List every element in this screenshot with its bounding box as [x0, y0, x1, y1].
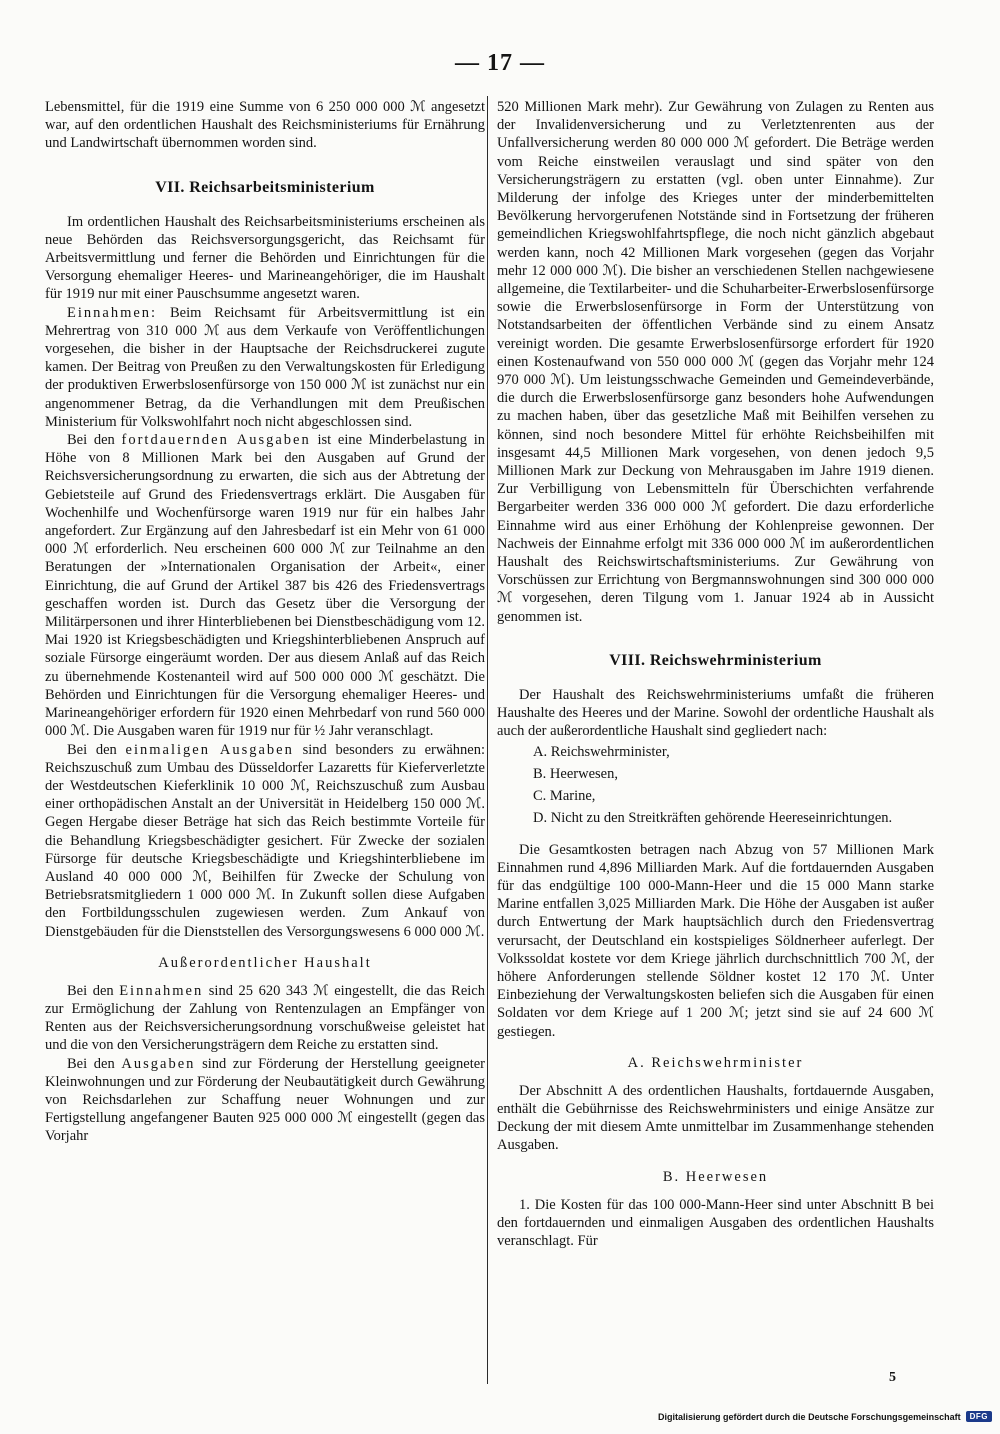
label-einnahmen: Einnahmen: — [67, 304, 158, 321]
label-fortdauernde-ausgaben: fortdauernden Ausgaben — [121, 432, 311, 449]
paragraph-ao-ausgaben-text: sind zur Förderung der Herstellung geeigneter Kleinwohnungen und zur Förderung der Neubautätigkeit durch Gewährung von Reichsdarlehen zur Schaffung neuer Wohnungen und zur Fertigstellung angefangener Bauten 925 000 000 ℳ eingestellt (gegen das Vorjahr — [45, 1055, 486, 1145]
budget-sections-list — [497, 741, 934, 829]
paragraph-reichswehr-intro: Der Haushalt des Reichswehrministeriums umfaßt die früheren Haushalte des Heeres und der Marine. Sowohl der ordentliche Haushalt als auch der außerordentliche Haushalt sind gegliedert nach: — [497, 686, 934, 740]
subheading-reichswehrminister: A. Reichswehrminister — [627, 1054, 804, 1071]
left-column — [45, 98, 485, 1146]
dfg-logo-icon: DFG — [966, 1411, 992, 1422]
paragraph-abschnitt-a: Der Abschnitt A des ordentlichen Haushalts, fortdauernde Ausgaben, enthält die Gebührnisse des Reichswehrministers und einige Ansätze zur Deckung der mit diesem Amte unmittelbar im Zusammenhange stehenden Ausgaben. — [497, 1082, 934, 1154]
paragraph-prefix: Bei den — [67, 432, 122, 449]
paragraph-einnahmen — [45, 304, 485, 431]
paragraph-prefix: Bei den — [67, 982, 120, 999]
paragraph-einnahmen-text: Beim Reichsamt für Arbeitsvermittlung ist ein Mehrertrag von 310 000 ℳ aus dem Verkaufe von Veröffentlichungen vorgesehen, die bisher in der Hauptsache der Reichsdruckerei zugute kamen. Der Beitrag von Preußen zu den Verwaltungskosten für Erledigung der produktiven Erwerbslosenfürsorge von 150 000 ℳ ist zunächst nur ein angenommener Betrag, da die Verhandlungen mit dem Preußischen Ministerium für Volkswohlfahrt noch nicht abgeschlossen sind. — [45, 304, 485, 430]
list-item: C. Marine, — [533, 787, 596, 804]
label-ao-einnahmen: Einnahmen — [119, 982, 204, 999]
paragraph-prefix: Bei den — [67, 741, 126, 758]
paragraph-intro: Lebensmittel, für die 1919 eine Summe von 6 250 000 000 ℳ angesetzt war, auf den ordentlichen Haushalt des Reichsministeriums für Ernährung und Landwirtschaft übernommen worden sind. — [45, 99, 485, 152]
digitization-footer — [658, 1411, 992, 1422]
paragraph-fortdauernde-text: ist eine Minderbelastung in Höhe von 8 Millionen Mark bei den Ausgaben auf Grund der Reichsversicherungsordnung zu erwarten, die sich aus der Abtretung der Gebietsteile auf Grund des Friedensvertrags erklärt. Die Ausgaben für Wochenhilfe und Wochenfürsorge waren 1919 nur für ein halbes Jahr angefordert. Zur Ergänzung auf den Jahresbedarf ist ein Mehr von 61 000 000 ℳ erforderlich. Neu erscheinen 600 000 ℳ zur Teilnahme an den Beratungen der »Internationalen Organisation der Arbeit«, einer Einrichtung, die auf Grund der Artikel 387 bis 426 des Friedensvertrags geschaffen worden ist. Durch das Gesetz über die Versorgung der Militärpersonen und ihrer Hinterbliebenen bei Dienstbeschädigung vom 12. Mai 1920 ist Kriegsbeschädigten und Kriegshinterbliebenen Anspruch auf soziale Fürsorge eingeräumt worden. Der aus diesem Anlaß auf das Reich zu übernehmende Kostenanteil wird auf 500 000 000 ℳ geschätzt. Die Behörden und Einrichtungen für die Versorgung ehemaliger Heeres- und Marineangehöriger erfordern für 1920 einen Mehrbedarf von rund 560 000 000 ℳ. Die Ausgaben waren für 1919 nur für ½ Jahr veranschlagt. — [45, 432, 486, 740]
page-number: — 17 — — [455, 50, 545, 76]
section-heading-vii: VII. Reichsarbeitsministerium — [155, 178, 375, 196]
footer-text: Digitalisierung gefördert durch die Deutsche Forschungsgemeinschaft — [658, 1411, 961, 1422]
subheading-ausserordentlicher-haushalt: Außerordentlicher Haushalt — [158, 954, 372, 971]
list-item: D. Nicht zu den Streitkräften gehörende Heereseinrichtungen. — [533, 809, 893, 826]
list-item: B. Heerwesen, — [533, 765, 618, 782]
paragraph-prefix: Bei den — [67, 1055, 122, 1072]
paragraph-ao-ausgaben — [45, 1055, 485, 1146]
list-item: A. Reichswehrminister, — [533, 743, 670, 760]
paragraph-heerwesen: 1. Die Kosten für das 100 000-Mann-Heer sind unter Abschnitt B bei den fortdauernden und einmaligen Ausgaben des ordentlichen Haushalts veranschlagt. Für — [497, 1196, 934, 1249]
column-divider — [487, 96, 488, 1384]
paragraph-continuation: 520 Millionen Mark mehr). Zur Gewährung von Zulagen zu Renten aus der Invalidenversicherung und zu Verletztenrenten aus der Unfallversicherung werden 80 000 000 ℳ gefordert. Die Beträge werden vom Reiche einstweilen verauslagt und sind später von den Versicherungsträgern zu erstatten (vgl. oben unter Einnahme). Zur Milderung der infolge des Krieges unter der minderbemittelten Bevölkerung hervorgerufenen Notstände sind in Fortsetzung der früheren gemeindlichen Kriegswohlfahrtspflege, die noch nicht gänzlich abgebaut werden kann, noch 42 Millionen Mark vorgesehen (gegen das Vorjahr mehr 12 000 000 ℳ). Die bisher an verschiedenen Stellen nachgewiesene allgemeine, die Textilarbeiter- und die Schuharbeiter-Erwerbslosenfürsorge sowie die Erwerbslosenfürsorge in Form der Unterstützung von Notstandsarbeiten der öffentlichen Verbände sind zu einem Ansatz vereinigt worden. Die gesamte Erwerbslosenfürsorge erfordert für 1920 einen Kostenaufwand von 550 000 000 ℳ (gegen das Vorjahr mehr 124 970 000 ℳ). Um leistungsschwache Gemeinden und Gemeindeverbände, die durch die Erwerbslosenfürsorge ganz besonders hohe Aufwendungen zu machen haben, über das gesetzliche Maß mit Beihilfen versehen zu können, sind noch besondere Mittel für erhöhte Reichsbeihilfen mit insgesamt 44,5 Millionen Mark vorgesehen, von denen jedoch 9,5 Millionen Mark zur Deckung von Mehrausgaben im Jahre 1919 dienen. Zur Verbilligung von Lebensmitteln für Überschichten verfahrende Bergarbeiter werden 336 000 000 ℳ gefordert. Die dazu erforderliche Einnahme wird aus einer Erhöhung der Kohlenpreise gewonnen. Der Nachweis der Einnahme erfolgt mit 336 000 000 ℳ im außerordentlichen Haushalt des Reichswirtschaftsministeriums. Zur Gewährung von Vorschüssen zur Errichtung von Bergmannswohnungen sind 300 000 000 ℳ vorgesehen, deren Tilgung vom 1. Januar 1924 ab in Aussicht genommen ist. — [497, 99, 934, 625]
section-heading-viii: VIII. Reichswehrministerium — [609, 651, 822, 669]
paragraph-einmalige-text: sind besonders zu erwähnen: Reichszuschuß zum Umbau des Düsseldorfer Lazaretts für Kieferverletzte der Westdeutschen Kieferklinik 10 000 ℳ, Reichszuschuß zum Ausbau einer orthopädischen Anstalt an der Universität in Heidelberg 150 000 ℳ. Gegen Hergabe dieser Beträge hat sich das Reich bestimmte Vorteile für die Behandlung Kriegsbeschädigter gesichert. Für Zwecke der sozialen Fürsorge für deutsche Kriegsbeschädigte und Kriegshinterbliebene im Ausland 40 000 000 ℳ, Beihilfen für Zwecke der Schulung von Betriebsratsmitgliedern 1 000 000 ℳ. In Zukunft sollen diese Aufgaben den Fortbildungsschulen zugewiesen werden. Zum Ankauf von Dienstgebäuden für die Dienststellen des Versorgungswesens 6 000 000 ℳ. — [45, 741, 486, 940]
paragraph-ministry-intro: Im ordentlichen Haushalt des Reichsarbeitsministeriums erscheinen als neue Behörden das Reichsversorgungsgericht, das Reichsamt für Arbeitsvermittlung und ferner die Behörden und Einrichtungen für die Versorgung ehemaliger Heeres- und Marineangehöriger, die im Haushalt für 1919 nur mit einer Pauschsumme angesetzt waren. — [45, 213, 485, 303]
sheet-signature: 5 — [889, 1370, 896, 1385]
paragraph-einmalige-ausgaben — [45, 741, 485, 941]
label-ao-ausgaben: Ausgaben — [121, 1055, 196, 1072]
paragraph-ao-einnahmen-text: sind 25 620 343 ℳ eingestellt, die das Reich zur Ermöglichung der Zahlung von Rentenzulagen an Empfänger von Renten aus der Reichsversicherungsordnung vorschußweise geleistet hat und die von den Versicherungsträgern dem Reiche zu erstatten sind. — [45, 982, 485, 1054]
paragraph-fortdauernde-ausgaben — [45, 431, 485, 740]
paragraph-ao-einnahmen — [45, 982, 485, 1055]
right-column — [497, 98, 934, 1250]
paragraph-gesamtkosten: Die Gesamtkosten betragen nach Abzug von 57 Millionen Mark Einnahmen rund 4,896 Milliarden Mark. Auf die fortdauernden Ausgaben für das endgültige 100 000-Mann-Heer und die 15 000 Mann starke Marine entfallen 3,025 Milliarden Mark. Die Höhe der Ausgaben ist außer durch Entwertung der Mark hauptsächlich durch den Friedensvertrag verursacht, der Deutschland ein kostspieliges Söldnerheer auferlegt. Der Volkssoldat kostete vor dem Kriege jährlich durchschnittlich 700 ℳ, der höhere Anforderungen stellende Söldner kostet 12 170 ℳ. Unter Einbeziehung der Verwaltungskosten beliefen sich die Ausgaben für einen Soldaten vor dem Kriege auf 1 200 ℳ; jetzt sind sie auf 24 600 ℳ gestiegen. — [497, 841, 934, 1040]
label-einmalige-ausgaben: einmaligen Ausgaben — [125, 741, 294, 758]
subheading-heerwesen: B. Heerwesen — [662, 1168, 769, 1185]
